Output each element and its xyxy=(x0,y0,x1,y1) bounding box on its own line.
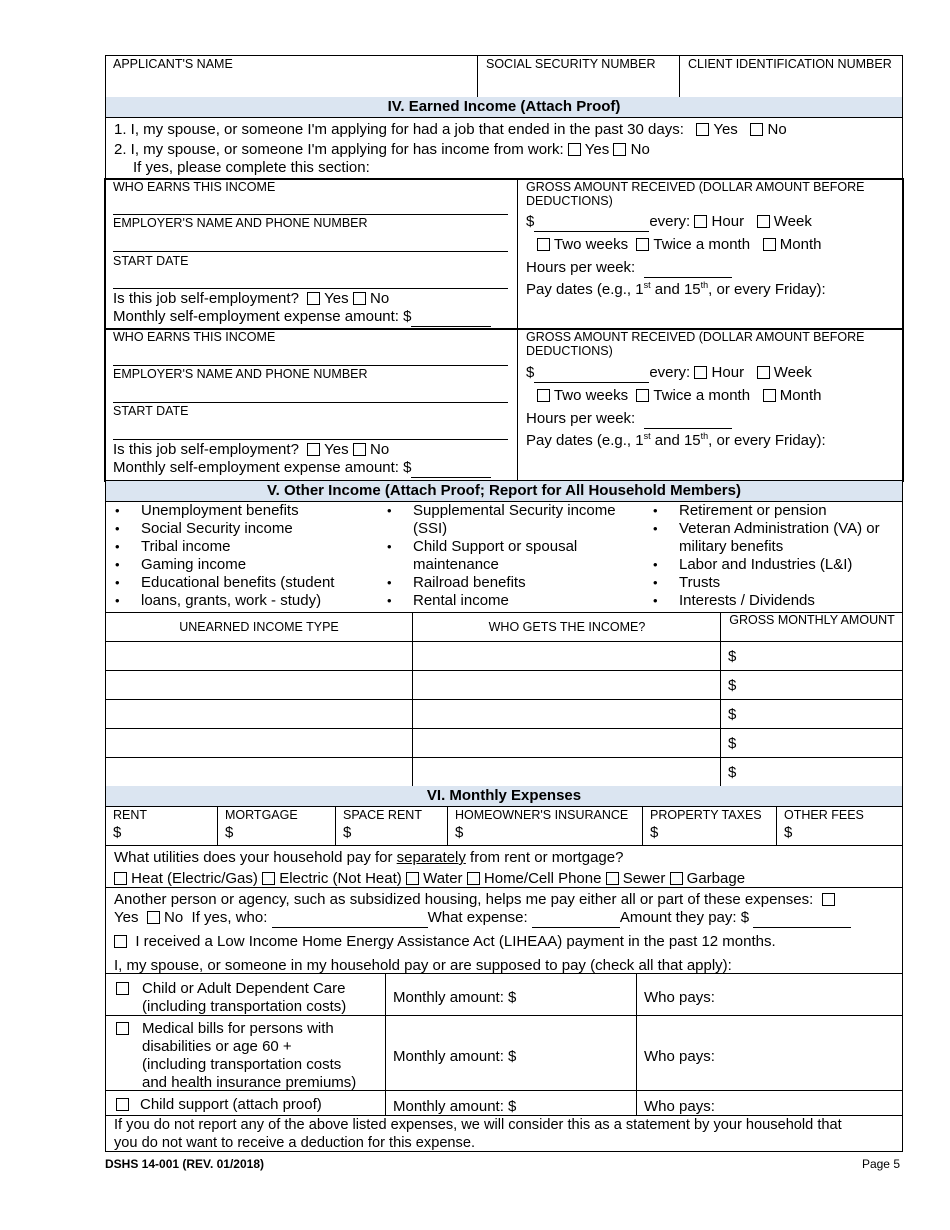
if-yes-who-field[interactable] xyxy=(272,909,428,928)
water-checkbox[interactable] xyxy=(406,872,419,885)
dependent-care-amount[interactable]: Monthly amount: $ xyxy=(393,989,517,1006)
pay-dates-2 xyxy=(526,432,826,450)
medical-bills-who-pays[interactable]: Who pays: xyxy=(644,1048,715,1065)
phone-checkbox[interactable] xyxy=(467,872,480,885)
self-emp-label-2: Is this job self-employment? xyxy=(113,441,299,458)
pay-dates-st-1: st xyxy=(643,280,651,290)
income-type-item: • Child Support or spousal xyxy=(377,538,642,556)
th-type: UNEARNED INCOME TYPE xyxy=(179,620,339,634)
q2-text: 2. I, my spouse, or someone I'm applying for has income from work: xyxy=(114,141,564,158)
heat-label: Heat (Electric/Gas) xyxy=(131,870,258,887)
expense-col-divider xyxy=(776,806,777,846)
freq-row-1 xyxy=(537,236,821,254)
water-label: Water xyxy=(423,870,463,887)
unearned-dollar: $ xyxy=(728,677,737,694)
medical-bills-amount[interactable]: Monthly amount: $ xyxy=(393,1048,517,1065)
income-type-item: • Retirement or pension xyxy=(643,502,901,520)
property-taxes-label: PROPERTY TAXES xyxy=(650,808,762,822)
space-rent-label: SPACE RENT xyxy=(343,808,422,822)
unearned-dollar: $ xyxy=(728,735,737,752)
agency-answer-row xyxy=(114,909,851,928)
notice-line-a: If you do not report any of the above listed expenses, we will consider this as a statement by your household that xyxy=(114,1117,842,1133)
self-emp-label-1: Is this job self-employment? xyxy=(113,290,299,307)
month-checkbox-1[interactable] xyxy=(763,238,776,251)
income-type-item: • Supplemental Security income xyxy=(377,502,642,520)
income-type-item: • Rental income xyxy=(377,592,642,610)
agency-question xyxy=(114,891,835,909)
hour-label-2: Hour xyxy=(711,364,745,381)
income-type-item: • Educational benefits (student xyxy=(105,574,375,592)
property-taxes-dollar[interactable]: $ xyxy=(650,824,659,841)
hour-checkbox-2[interactable] xyxy=(694,366,707,379)
q1-yes-label: Yes xyxy=(713,121,738,138)
self-emp-1 xyxy=(113,290,389,308)
q2-note: If yes, please complete this section: xyxy=(133,159,370,176)
unearned-row[interactable] xyxy=(105,729,903,758)
liheaa-row xyxy=(114,933,776,951)
who-earns-line-2[interactable] xyxy=(113,365,508,366)
income-type-item: • Tribal income xyxy=(105,538,375,556)
self-emp-no-checkbox-1[interactable] xyxy=(353,292,366,305)
unearned-row[interactable] xyxy=(105,642,903,671)
twice-month-checkbox-1[interactable] xyxy=(636,238,649,251)
medical-bills-label: Medical bills for persons with xyxy=(142,1020,334,1037)
start-date-line-2[interactable] xyxy=(113,439,508,440)
month-label-1: Month xyxy=(779,236,822,253)
expense-col-divider xyxy=(447,806,448,846)
medical-bills-label: (including transportation costs xyxy=(142,1056,342,1073)
rent-dollar[interactable]: $ xyxy=(113,824,122,841)
expense-col-divider xyxy=(217,806,218,846)
hour-label-1: Hour xyxy=(711,213,745,230)
who-earns-label-1: WHO EARNS THIS INCOME xyxy=(113,180,276,194)
employer-label-2: EMPLOYER'S NAME AND PHONE NUMBER xyxy=(113,367,368,381)
income-type-item: • Social Security income xyxy=(105,520,375,538)
utilities-question xyxy=(114,849,623,867)
medical-bills-label: disabilities or age 60 + xyxy=(142,1038,292,1055)
hours-row-1 xyxy=(526,259,732,278)
utilities-q-u: separately xyxy=(396,849,466,866)
employer-line-2[interactable] xyxy=(113,402,508,403)
start-date-label-1: START DATE xyxy=(113,254,189,268)
pay-dates-th-1: th xyxy=(700,280,709,290)
medical-bills-label: and health insurance premiums) xyxy=(142,1074,357,1091)
unearned-dollar: $ xyxy=(728,764,737,781)
amount-they-pay-field[interactable] xyxy=(753,909,851,928)
two-weeks-checkbox-2[interactable] xyxy=(537,389,550,402)
th-gross: GROSS MONTHLY AMOUNT xyxy=(729,613,895,627)
amount-they-pay-label: Amount they pay: $ xyxy=(619,909,750,926)
form-id: DSHS 14-001 (REV. 01/2018) xyxy=(105,1157,264,1171)
medical-bills-checkbox[interactable] xyxy=(116,1022,129,1035)
employer-line-1[interactable] xyxy=(113,251,508,252)
earned-q2 xyxy=(114,141,650,159)
q2-no-checkbox[interactable] xyxy=(613,143,626,156)
agency-no-label: No xyxy=(164,909,184,926)
liheaa-checkbox[interactable] xyxy=(114,935,127,948)
th-who: WHO GETS THE INCOME? xyxy=(488,620,646,634)
liheaa-label: I received a Low Income Home Energy Assistance Act (LIHEAA) payment in the past 12 months. xyxy=(135,933,776,950)
month-checkbox-2[interactable] xyxy=(763,389,776,402)
hours-field-1[interactable] xyxy=(644,259,732,278)
hours-row-2 xyxy=(526,410,732,429)
gross-amount-field-2[interactable] xyxy=(534,364,649,383)
rent-label: RENT xyxy=(113,808,148,822)
if-yes-who-label: If yes, who: xyxy=(191,909,268,926)
phone-label: Home/Cell Phone xyxy=(483,870,602,887)
income-type-item: • Trusts xyxy=(643,574,901,592)
freq-row-2 xyxy=(537,387,821,405)
week-label-1: Week xyxy=(773,213,812,230)
pay-question: I, my spouse, or someone in my household pay or are supposed to pay (check all that apply): xyxy=(114,957,732,974)
other-income-col-3 xyxy=(643,502,901,610)
dependent-care-label-b: (including transportation costs) xyxy=(142,998,347,1015)
utilities-q-a: What utilities does your household pay for xyxy=(114,849,397,866)
q1-no-checkbox[interactable] xyxy=(750,123,763,136)
unearned-row[interactable] xyxy=(105,758,903,787)
applicant-name-label: APPLICANT'S NAME xyxy=(113,57,233,71)
income-type-item: • Gaming income xyxy=(105,556,375,574)
other-income-col-1 xyxy=(105,502,375,610)
pay-dates-th-2: th xyxy=(700,431,709,441)
deductions-col-divider xyxy=(636,973,637,1116)
client-id-label: CLIENT IDENTIFICATION NUMBER xyxy=(688,57,892,71)
unearned-dollar: $ xyxy=(728,648,737,665)
gross-dollar-2: $ xyxy=(526,364,535,381)
income-type-item: military benefits xyxy=(679,538,784,555)
week-label-2: Week xyxy=(773,364,812,381)
every-label-1: every: xyxy=(649,213,691,230)
income-type-item: • Unemployment benefits xyxy=(105,502,375,520)
week-checkbox-2[interactable] xyxy=(757,366,770,379)
self-emp-expense-1 xyxy=(113,308,491,327)
twice-month-checkbox-2[interactable] xyxy=(636,389,649,402)
who-earns-line-1[interactable] xyxy=(113,214,508,215)
hours-label-2: Hours per week: xyxy=(526,410,636,427)
unearned-col-divider xyxy=(412,612,413,787)
section-vi-header: VI. Monthly Expenses xyxy=(105,786,903,807)
two-weeks-label-2: Two weeks xyxy=(553,387,629,404)
page-number: Page 5 xyxy=(861,1157,900,1171)
child-support-checkbox[interactable] xyxy=(116,1098,129,1111)
income-type-item: maintenance xyxy=(413,556,499,573)
other-fees-label: OTHER FEES xyxy=(784,808,864,822)
gross-label-1: GROSS AMOUNT RECEIVED (DOLLAR AMOUNT BEFORE DEDUCTIONS) xyxy=(526,180,865,208)
deductions-col-divider xyxy=(385,973,386,1116)
start-date-line-1[interactable] xyxy=(113,288,508,289)
agency-yes-label: Yes xyxy=(114,909,139,926)
unearned-row[interactable] xyxy=(105,700,903,729)
income-type-item: • Labor and Industries (L&I) xyxy=(643,556,901,574)
income-type-item: • loans, grants, work - study) xyxy=(105,592,375,610)
gross-amount-field-1[interactable] xyxy=(534,213,649,232)
q2-yes-label: Yes xyxy=(584,141,610,158)
pay-dates-c-1: , or every Friday): xyxy=(708,281,826,298)
self-emp-expense-label-1: Monthly self-employment expense amount: $ xyxy=(113,308,412,325)
self-emp-yes-label-1: Yes xyxy=(324,290,349,307)
income-type-item: • Veteran Administration (VA) or xyxy=(643,520,901,538)
self-emp-no-checkbox-2[interactable] xyxy=(353,443,366,456)
unearned-col-divider xyxy=(720,612,721,787)
applicant-name-field[interactable] xyxy=(106,72,477,97)
other-fees-dollar[interactable]: $ xyxy=(784,824,793,841)
electric-label: Electric (Not Heat) xyxy=(279,870,402,887)
pay-dates-c-2: , or every Friday): xyxy=(708,432,826,449)
q2-yes-checkbox[interactable] xyxy=(568,143,581,156)
income-type-item: (SSI) xyxy=(413,520,448,537)
garbage-label: Garbage xyxy=(686,870,746,887)
hours-label-1: Hours per week: xyxy=(526,259,636,276)
child-support-who-pays[interactable]: Who pays: xyxy=(644,1098,715,1115)
agency-yes-checkbox[interactable] xyxy=(822,893,835,906)
sewer-label: Sewer xyxy=(622,870,666,887)
garbage-checkbox[interactable] xyxy=(670,872,683,885)
ssn-label: SOCIAL SECURITY NUMBER xyxy=(486,57,656,71)
client-id-field[interactable] xyxy=(681,72,902,97)
expense-col-divider xyxy=(642,806,643,846)
self-emp-no-label-1: No xyxy=(370,290,390,307)
agency-no-checkbox[interactable] xyxy=(147,911,160,924)
q1-text: 1. I, my spouse, or someone I'm applying for had a job that ended in the past 30 days: xyxy=(114,121,684,138)
self-emp-expense-2 xyxy=(113,459,491,478)
every-label-2: every: xyxy=(649,364,691,381)
mortgage-label: MORTGAGE xyxy=(225,808,298,822)
unearned-row[interactable] xyxy=(105,671,903,700)
child-support-amount[interactable]: Monthly amount: $ xyxy=(393,1098,517,1115)
income-type-item: • Railroad benefits xyxy=(377,574,642,592)
employer-label-1: EMPLOYER'S NAME AND PHONE NUMBER xyxy=(113,216,368,230)
two-weeks-label-1: Two weeks xyxy=(553,236,629,253)
unearned-dollar: $ xyxy=(728,706,737,723)
self-emp-no-label-2: No xyxy=(370,441,390,458)
q2-no-label: No xyxy=(630,141,650,158)
twice-month-label-2: Twice a month xyxy=(653,387,751,404)
homeowners-insurance-label: HOMEOWNER'S INSURANCE xyxy=(455,808,629,822)
start-date-label-2: START DATE xyxy=(113,404,189,418)
mortgage-dollar[interactable]: $ xyxy=(225,824,234,841)
utilities-q-b: from rent or mortgage? xyxy=(465,849,624,866)
self-emp-expense-field-2[interactable] xyxy=(411,459,491,478)
gross-label-2: GROSS AMOUNT RECEIVED (DOLLAR AMOUNT BEFORE DEDUCTIONS) xyxy=(526,330,865,358)
self-emp-expense-label-2: Monthly self-employment expense amount: $ xyxy=(113,459,412,476)
heat-checkbox[interactable] xyxy=(114,872,127,885)
pay-dates-b-2: and 15 xyxy=(650,432,701,449)
who-earns-label-2: WHO EARNS THIS INCOME xyxy=(113,330,276,344)
dependent-care-checkbox[interactable] xyxy=(116,982,129,995)
gross-amount-row-2 xyxy=(526,364,812,383)
hours-field-2[interactable] xyxy=(644,410,732,429)
self-emp-yes-checkbox-1[interactable] xyxy=(307,292,320,305)
notice-line-b: you do not want to receive a deduction for this expense. xyxy=(114,1135,476,1151)
self-emp-2 xyxy=(113,441,389,459)
income-type-item: • Interests / Dividends xyxy=(643,592,901,610)
dependent-care-label-a: Child or Adult Dependent Care xyxy=(142,980,346,997)
ssn-field[interactable] xyxy=(479,72,679,97)
what-expense-label: What expense: xyxy=(427,909,528,926)
pay-dates-a-2: Pay dates (e.g., 1 xyxy=(526,432,644,449)
utilities-options xyxy=(114,870,745,888)
pay-dates-a-1: Pay dates (e.g., 1 xyxy=(526,281,644,298)
q1-no-label: No xyxy=(767,121,787,138)
agency-q-text: Another person or agency, such as subsidized housing, helps me pay either all or part of these expenses: xyxy=(114,891,814,908)
homeowners-insurance-dollar[interactable]: $ xyxy=(455,824,464,841)
earned-q1 xyxy=(114,121,787,139)
pay-dates-st-2: st xyxy=(643,431,651,441)
space-rent-dollar[interactable]: $ xyxy=(343,824,352,841)
sewer-checkbox[interactable] xyxy=(606,872,619,885)
dependent-care-who-pays[interactable]: Who pays: xyxy=(644,989,715,1006)
section-iv-header: IV. Earned Income (Attach Proof) xyxy=(105,97,903,118)
section-v-header: V. Other Income (Attach Proof; Report for All Household Members) xyxy=(105,481,903,502)
electric-checkbox[interactable] xyxy=(262,872,275,885)
what-expense-field[interactable] xyxy=(532,909,620,928)
self-emp-yes-checkbox-2[interactable] xyxy=(307,443,320,456)
two-weeks-checkbox-1[interactable] xyxy=(537,238,550,251)
month-label-2: Month xyxy=(779,387,822,404)
expense-col-divider xyxy=(335,806,336,846)
twice-month-label-1: Twice a month xyxy=(653,236,751,253)
gross-dollar-1: $ xyxy=(526,213,535,230)
child-support-label: Child support (attach proof) xyxy=(140,1096,322,1113)
gross-amount-row-1 xyxy=(526,213,812,232)
pay-dates-1 xyxy=(526,281,826,299)
q1-yes-checkbox[interactable] xyxy=(696,123,709,136)
self-emp-yes-label-2: Yes xyxy=(324,441,349,458)
hour-checkbox-1[interactable] xyxy=(694,215,707,228)
pay-dates-b-1: and 15 xyxy=(650,281,701,298)
week-checkbox-1[interactable] xyxy=(757,215,770,228)
other-income-col-2 xyxy=(377,502,642,610)
self-emp-expense-field-1[interactable] xyxy=(411,308,491,327)
